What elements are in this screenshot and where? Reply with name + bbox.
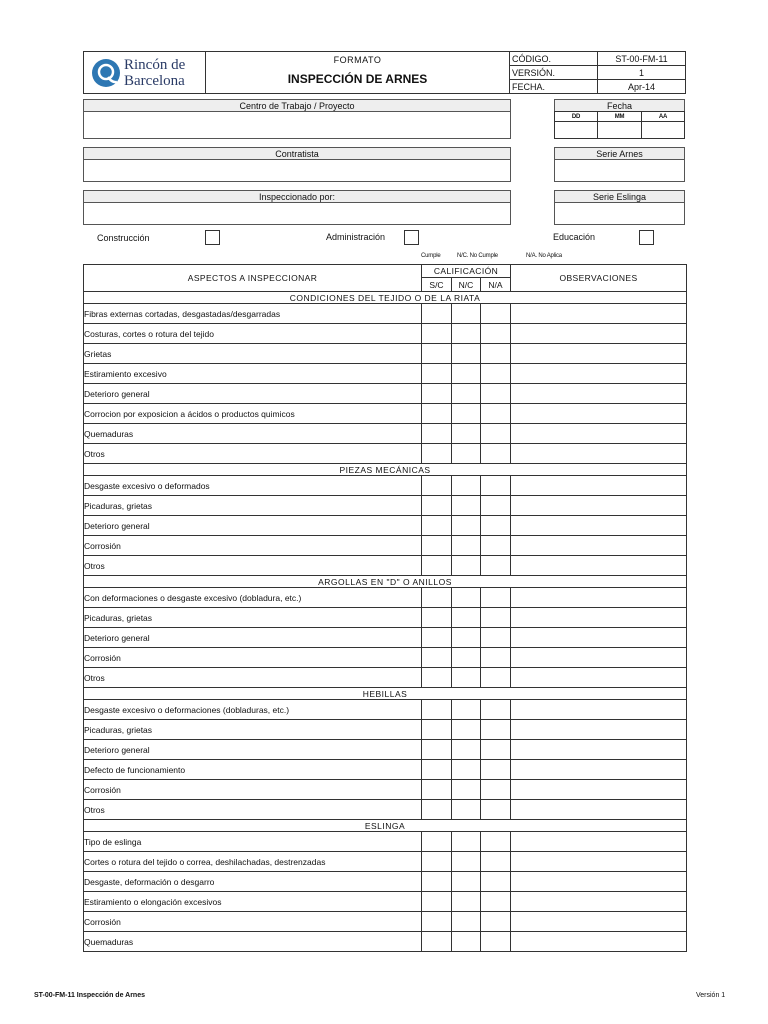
- nc-cell[interactable]: [452, 800, 481, 820]
- construccion-checkbox[interactable]: [205, 230, 220, 245]
- aspect-label: Fibras externas cortadas, desgastadas/desgarradas: [84, 304, 422, 324]
- aspect-label: Otros: [84, 556, 422, 576]
- aspect-label: Deterioro general: [84, 628, 422, 648]
- serie-eslinga-label: Serie Eslinga: [554, 190, 685, 203]
- sc-cell[interactable]: [422, 384, 452, 404]
- aspect-label: Otros: [84, 444, 422, 464]
- na-cell[interactable]: [481, 932, 511, 952]
- aspect-label: Otros: [84, 668, 422, 688]
- fecha-aa-label: AA: [641, 111, 685, 122]
- nc-cell[interactable]: [452, 668, 481, 688]
- sc-cell[interactable]: [422, 780, 452, 800]
- na-cell[interactable]: [481, 364, 511, 384]
- na-cell[interactable]: [481, 892, 511, 912]
- na-cell[interactable]: [481, 384, 511, 404]
- nc-cell[interactable]: [452, 424, 481, 444]
- na-cell[interactable]: [481, 324, 511, 344]
- educacion-label: Educación: [553, 232, 596, 242]
- serie-arnes-input[interactable]: [554, 159, 685, 182]
- sc-cell[interactable]: [422, 364, 452, 384]
- observaciones-cell[interactable]: [511, 832, 687, 852]
- sc-cell[interactable]: [422, 344, 452, 364]
- sc-cell[interactable]: [422, 700, 452, 720]
- nc-cell[interactable]: [452, 324, 481, 344]
- observaciones-cell[interactable]: [511, 608, 687, 628]
- observaciones-cell[interactable]: [511, 444, 687, 464]
- nc-cell[interactable]: [452, 364, 481, 384]
- na-cell[interactable]: [481, 760, 511, 780]
- nc-cell[interactable]: [452, 628, 481, 648]
- logo-icon: [91, 58, 121, 88]
- observaciones-cell[interactable]: [511, 760, 687, 780]
- table-row: [84, 304, 687, 324]
- sc-cell[interactable]: [422, 628, 452, 648]
- fecha-mm-input[interactable]: [597, 121, 642, 139]
- sc-cell[interactable]: [422, 912, 452, 932]
- table-row: [84, 760, 687, 780]
- fecha-dd-input[interactable]: [554, 121, 598, 139]
- table-row: [84, 932, 687, 952]
- section-row: [84, 464, 687, 476]
- aspect-label: Otros: [84, 800, 422, 820]
- observaciones-cell[interactable]: [511, 304, 687, 324]
- na-cell[interactable]: [481, 800, 511, 820]
- observaciones-cell[interactable]: [511, 364, 687, 384]
- table-row: [84, 344, 687, 364]
- section-title: ARGOLLAS EN "D" O ANILLOS: [84, 576, 687, 588]
- page-title: INSPECCIÓN DE ARNES: [287, 72, 428, 86]
- nc-cell[interactable]: [452, 536, 481, 556]
- table-row: [84, 404, 687, 424]
- aspect-label: Desgaste, deformación o desgarro: [84, 872, 422, 892]
- nc-cell[interactable]: [452, 648, 481, 668]
- fecha-dd-label: DD: [554, 111, 598, 122]
- fecha-mm-label: MM: [597, 111, 642, 122]
- aspect-label: Corrosión: [84, 536, 422, 556]
- nc-cell[interactable]: [452, 700, 481, 720]
- observaciones-cell[interactable]: [511, 800, 687, 820]
- observaciones-cell[interactable]: [511, 344, 687, 364]
- aspect-label: Picaduras, grietas: [84, 496, 422, 516]
- table-row: [84, 536, 687, 556]
- nc-cell[interactable]: [452, 892, 481, 912]
- table-row: [84, 588, 687, 608]
- contratista-input[interactable]: [83, 159, 511, 182]
- footer-right: Versión 1: [696, 992, 726, 999]
- observaciones-cell[interactable]: [511, 384, 687, 404]
- aspect-label: Deterioro general: [84, 384, 422, 404]
- na-cell[interactable]: [481, 496, 511, 516]
- nc-cell[interactable]: [452, 556, 481, 576]
- aspect-label: Picaduras, grietas: [84, 608, 422, 628]
- sc-cell[interactable]: [422, 668, 452, 688]
- section-row: [84, 576, 687, 588]
- table-row: [84, 800, 687, 820]
- table-row: [84, 832, 687, 852]
- sc-cell[interactable]: [422, 444, 452, 464]
- table-row: [84, 720, 687, 740]
- aspect-label: Deterioro general: [84, 740, 422, 760]
- nc-cell[interactable]: [452, 476, 481, 496]
- section-title: HEBILLAS: [84, 688, 687, 700]
- aspect-label: Quemaduras: [84, 932, 422, 952]
- table-row: [84, 780, 687, 800]
- sc-cell[interactable]: [422, 760, 452, 780]
- nc-header: N/C: [452, 278, 481, 292]
- inspeccionado-label: Inspeccionado por:: [83, 190, 511, 203]
- observaciones-cell[interactable]: [511, 852, 687, 872]
- legend-no-cumple: N/C. No Cumple: [457, 253, 498, 259]
- aspect-label: Desgaste excesivo o deformados: [84, 476, 422, 496]
- na-cell[interactable]: [481, 720, 511, 740]
- table-row: [84, 384, 687, 404]
- section-row: [84, 688, 687, 700]
- serie-arnes-label: Serie Arnes: [554, 147, 685, 160]
- contratista-label: Contratista: [83, 147, 511, 160]
- table-row: [84, 648, 687, 668]
- aspect-label: Corrosión: [84, 780, 422, 800]
- sc-cell[interactable]: [422, 324, 452, 344]
- observaciones-cell[interactable]: [511, 912, 687, 932]
- na-cell[interactable]: [481, 588, 511, 608]
- centro-trabajo-label: Centro de Trabajo / Proyecto: [83, 99, 511, 112]
- sc-cell[interactable]: [422, 424, 452, 444]
- aspect-label: Deterioro general: [84, 516, 422, 536]
- codigo-label: CÓDIGO.: [509, 51, 598, 66]
- nc-cell[interactable]: [452, 608, 481, 628]
- na-cell[interactable]: [481, 740, 511, 760]
- nc-cell[interactable]: [452, 496, 481, 516]
- sc-cell[interactable]: [422, 404, 452, 424]
- na-header: N/A: [481, 278, 511, 292]
- sc-cell[interactable]: [422, 608, 452, 628]
- table-row: [84, 444, 687, 464]
- na-cell[interactable]: [481, 444, 511, 464]
- section-title: ESLINGA: [84, 820, 687, 832]
- title-cell: [205, 51, 510, 94]
- aspect-label: Quemaduras: [84, 424, 422, 444]
- fecha-group-label: Fecha: [554, 99, 685, 112]
- table-row: [84, 324, 687, 344]
- table-row: [84, 628, 687, 648]
- sc-cell[interactable]: [422, 476, 452, 496]
- table-row: [84, 700, 687, 720]
- nc-cell[interactable]: [452, 832, 481, 852]
- nc-cell[interactable]: [452, 344, 481, 364]
- aspect-label: Tipo de eslinga: [84, 832, 422, 852]
- na-cell[interactable]: [481, 424, 511, 444]
- nc-cell[interactable]: [452, 720, 481, 740]
- observaciones-cell[interactable]: [511, 424, 687, 444]
- observaciones-cell[interactable]: [511, 780, 687, 800]
- inspeccionado-input[interactable]: [83, 202, 511, 225]
- administracion-checkbox[interactable]: [404, 230, 419, 245]
- nc-cell[interactable]: [452, 444, 481, 464]
- formato-label: FORMATO: [333, 55, 382, 65]
- sc-cell[interactable]: [422, 832, 452, 852]
- na-cell[interactable]: [481, 516, 511, 536]
- sc-header: S/C: [422, 278, 452, 292]
- aspect-label: Grietas: [84, 344, 422, 364]
- aspect-label: Defecto de funcionamiento: [84, 760, 422, 780]
- observaciones-cell[interactable]: [511, 476, 687, 496]
- observaciones-header: OBSERVACIONES: [511, 265, 687, 292]
- section-title: PIEZAS MECÁNICAS: [84, 464, 687, 476]
- section-title: CONDICIONES DEL TEJIDO O DE LA RIATA: [84, 292, 687, 304]
- nc-cell[interactable]: [452, 872, 481, 892]
- sc-cell[interactable]: [422, 740, 452, 760]
- observaciones-cell[interactable]: [511, 324, 687, 344]
- table-row: [84, 496, 687, 516]
- observaciones-cell[interactable]: [511, 516, 687, 536]
- nc-cell[interactable]: [452, 932, 481, 952]
- sc-cell[interactable]: [422, 932, 452, 952]
- observaciones-cell[interactable]: [511, 404, 687, 424]
- na-cell[interactable]: [481, 608, 511, 628]
- table-row: [84, 516, 687, 536]
- aspect-label: Estiramiento o elongación excesivos: [84, 892, 422, 912]
- logo-cell: [83, 51, 206, 94]
- na-cell[interactable]: [481, 628, 511, 648]
- observaciones-cell[interactable]: [511, 892, 687, 912]
- nc-cell[interactable]: [452, 588, 481, 608]
- section-row: [84, 292, 687, 304]
- legend-cumple: Cumple: [421, 253, 441, 259]
- na-cell[interactable]: [481, 832, 511, 852]
- sc-cell[interactable]: [422, 720, 452, 740]
- observaciones-cell[interactable]: [511, 932, 687, 952]
- na-cell[interactable]: [481, 912, 511, 932]
- sc-cell[interactable]: [422, 648, 452, 668]
- sc-cell[interactable]: [422, 852, 452, 872]
- fecha-label: FECHA.: [509, 79, 598, 94]
- inspection-table: [83, 264, 687, 952]
- table-row: [84, 668, 687, 688]
- na-cell[interactable]: [481, 780, 511, 800]
- observaciones-cell[interactable]: [511, 628, 687, 648]
- aspect-label: Con deformaciones o desgaste excesivo (dobladura, etc.): [84, 588, 422, 608]
- na-cell[interactable]: [481, 648, 511, 668]
- observaciones-cell[interactable]: [511, 648, 687, 668]
- observaciones-cell[interactable]: [511, 740, 687, 760]
- sc-cell[interactable]: [422, 556, 452, 576]
- sc-cell[interactable]: [422, 800, 452, 820]
- observaciones-cell[interactable]: [511, 588, 687, 608]
- na-cell[interactable]: [481, 344, 511, 364]
- fecha-aa-input[interactable]: [641, 121, 685, 139]
- nc-cell[interactable]: [452, 760, 481, 780]
- na-cell[interactable]: [481, 872, 511, 892]
- table-row: [84, 892, 687, 912]
- observaciones-cell[interactable]: [511, 872, 687, 892]
- observaciones-cell[interactable]: [511, 536, 687, 556]
- observaciones-cell[interactable]: [511, 720, 687, 740]
- nc-cell[interactable]: [452, 780, 481, 800]
- na-cell[interactable]: [481, 476, 511, 496]
- serie-eslinga-input[interactable]: [554, 202, 685, 225]
- nc-cell[interactable]: [452, 384, 481, 404]
- sc-cell[interactable]: [422, 892, 452, 912]
- observaciones-cell[interactable]: [511, 700, 687, 720]
- codigo-value: ST-00-FM-11: [597, 51, 686, 66]
- aspect-label: Cortes o rotura del tejido o correa, deshilachadas, destrenzadas: [84, 852, 422, 872]
- nc-cell[interactable]: [452, 740, 481, 760]
- legend-no-aplica: N/A. No Aplica: [526, 253, 562, 259]
- nc-cell[interactable]: [452, 912, 481, 932]
- aspect-label: Corrosión: [84, 648, 422, 668]
- na-cell[interactable]: [481, 304, 511, 324]
- sc-cell[interactable]: [422, 872, 452, 892]
- aspectos-header: ASPECTOS A INSPECCIONAR: [84, 265, 422, 292]
- na-cell[interactable]: [481, 668, 511, 688]
- educacion-checkbox[interactable]: [639, 230, 654, 245]
- nc-cell[interactable]: [452, 404, 481, 424]
- construccion-label: Construcción: [97, 233, 150, 243]
- na-cell[interactable]: [481, 404, 511, 424]
- aspect-label: Corrocion por exposicion a ácidos o productos quimicos: [84, 404, 422, 424]
- footer-left: ST-00-FM-11 Inspección de Arnes: [34, 992, 145, 999]
- observaciones-cell[interactable]: [511, 668, 687, 688]
- aspect-label: Desgaste excesivo o deformaciones (dobladuras, etc.): [84, 700, 422, 720]
- observaciones-cell[interactable]: [511, 496, 687, 516]
- table-row: [84, 424, 687, 444]
- section-row: [84, 820, 687, 832]
- table-row: [84, 608, 687, 628]
- logo-text-line1: Rincón de: [124, 57, 186, 73]
- aspect-label: Picaduras, grietas: [84, 720, 422, 740]
- aspect-label: Costuras, cortes o rotura del tejido: [84, 324, 422, 344]
- na-cell[interactable]: [481, 556, 511, 576]
- table-row: [84, 476, 687, 496]
- table-row: [84, 556, 687, 576]
- table-row: [84, 912, 687, 932]
- sc-cell[interactable]: [422, 304, 452, 324]
- logo-text-line2: Barcelona: [124, 73, 185, 89]
- version-value: 1: [597, 65, 686, 80]
- sc-cell[interactable]: [422, 536, 452, 556]
- na-cell[interactable]: [481, 700, 511, 720]
- na-cell[interactable]: [481, 852, 511, 872]
- calificacion-header: CALIFICACIÓN: [422, 265, 511, 278]
- nc-cell[interactable]: [452, 516, 481, 536]
- aspect-label: Estiramiento excesivo: [84, 364, 422, 384]
- table-row: [84, 364, 687, 384]
- table-row: [84, 872, 687, 892]
- fecha-value: Apr-14: [597, 79, 686, 94]
- administracion-label: Administración: [326, 232, 386, 242]
- version-label: VERSIÓN.: [509, 65, 598, 80]
- nc-cell[interactable]: [452, 304, 481, 324]
- sc-cell[interactable]: [422, 516, 452, 536]
- nc-cell[interactable]: [452, 852, 481, 872]
- aspect-label: Corrosión: [84, 912, 422, 932]
- sc-cell[interactable]: [422, 588, 452, 608]
- observaciones-cell[interactable]: [511, 556, 687, 576]
- sc-cell[interactable]: [422, 496, 452, 516]
- table-row: [84, 740, 687, 760]
- na-cell[interactable]: [481, 536, 511, 556]
- table-row: [84, 852, 687, 872]
- centro-trabajo-input[interactable]: [83, 111, 511, 139]
